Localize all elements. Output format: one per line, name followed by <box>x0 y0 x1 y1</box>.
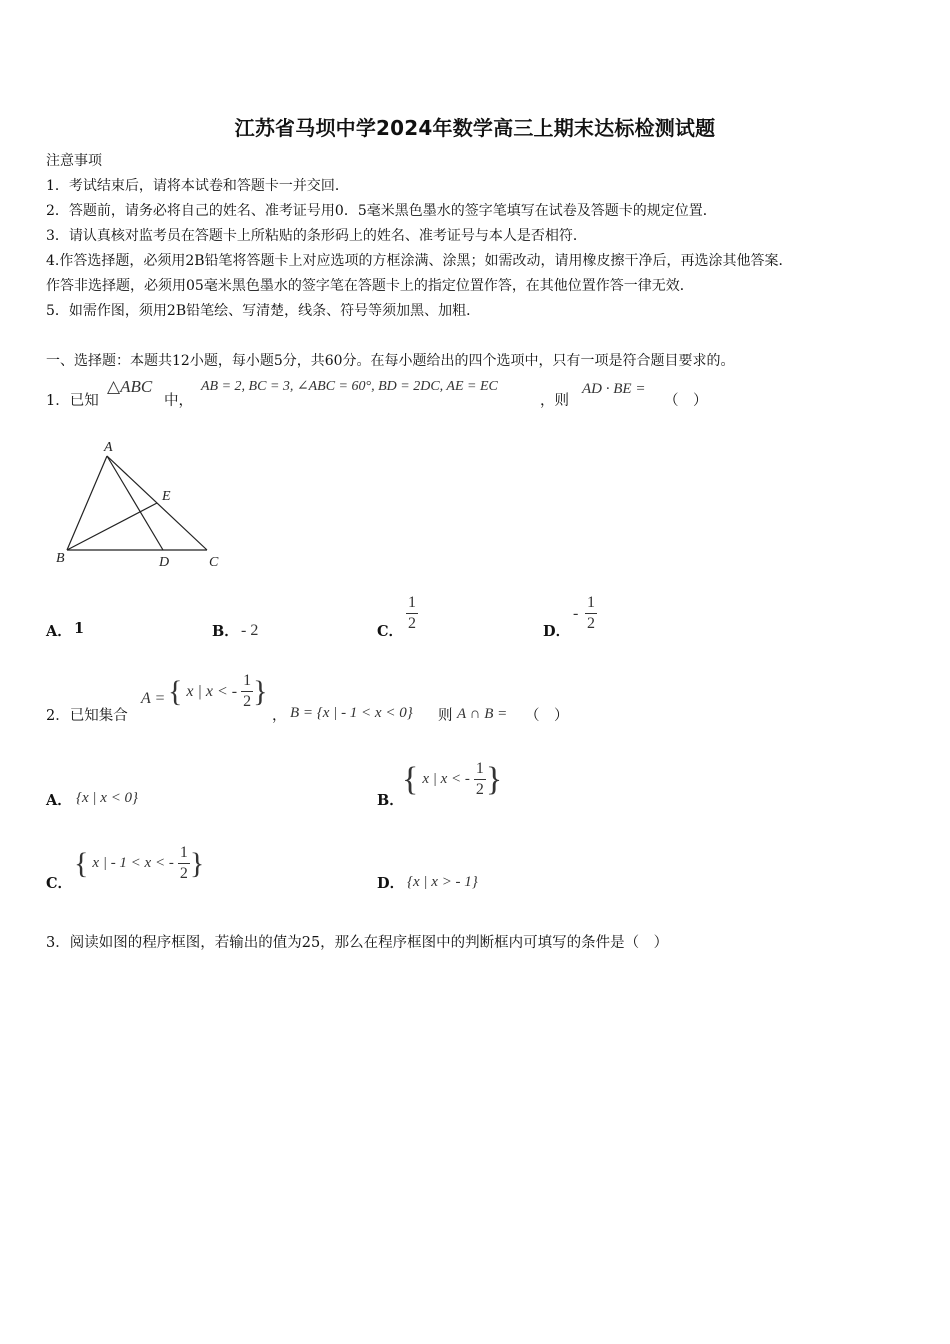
q2-then: 则 <box>438 708 453 724</box>
q1-option-d-label: D． <box>543 623 571 640</box>
q2-option-d-label: D． <box>377 875 405 892</box>
q2-prefix: 2．已知集合 <box>46 708 128 724</box>
q3-text: 3．阅读如图的程序框图，若输出的值为25，那么在程序框图中的判断框内可填写的条件是（ ） <box>46 935 669 951</box>
q2-option-d-value: {x | x > - 1} <box>407 874 478 890</box>
notes-heading: 注意事项 <box>46 153 102 169</box>
q1-expression: AD · BE = <box>582 381 646 397</box>
q2-option-c-label: C． <box>46 875 73 892</box>
q1-conditions: AB = 2, BC = 3, ∠ABC = 60°, BD = 2DC, AE = EC <box>201 379 498 394</box>
q1-paren: （ ） <box>664 393 708 409</box>
label-a: A <box>104 440 113 455</box>
q1-mid: 中， <box>164 393 193 409</box>
note-item: 1．考试结束后，请将本试卷和答题卡一并交回． <box>46 178 349 194</box>
q2-set-a-left: A = <box>141 690 166 707</box>
segment-be <box>67 503 157 550</box>
q1-option-a-label: A． <box>46 623 72 640</box>
q1-prefix: 1．已知 <box>46 393 99 409</box>
side-ab <box>67 456 107 550</box>
q1-option-c-fraction: 1 2 <box>408 594 416 632</box>
q1-option-a-value: 1 <box>74 620 85 637</box>
q2-option-b-value: { x | x < - $\frac{1}{2}$ } <box>402 760 503 798</box>
q1-then: ，则 <box>540 393 569 409</box>
q2-option-a-label: A． <box>46 792 72 809</box>
q2-set-b: B = {x | - 1 < x < 0} <box>290 705 413 721</box>
note-item: 2．答题前，请务必将自己的姓名、准考证号用0．5毫米黑色墨水的签字笔填写在试卷及答题卡的规定位置． <box>46 203 717 219</box>
q1-triangle-figure <box>50 434 230 574</box>
q2-option-b-label: B． <box>377 792 404 809</box>
note-item: 4.作答选择题，必须用2B铅笔将答题卡上对应选项的方框涂满、涂黑；如需改动，请用橡皮擦干净后，再选涂其他答案． <box>46 253 793 269</box>
note-item: 作答非选择题，必须用05毫米黑色墨水的签字笔在答题卡上的指定位置作答，在其他位置作答一律无效． <box>46 278 694 294</box>
q1-option-d-sign: - <box>573 605 579 622</box>
q1-option-b-value: - 2 <box>241 622 259 639</box>
q2-option-c-value: { x | - 1 < x < - $\frac{1}{2}$ } <box>74 844 205 882</box>
q1-triangle: △ABC <box>107 377 153 396</box>
q2-option-a-value: {x | x < 0} <box>76 790 139 806</box>
page-title: 江苏省马坝中学2024年数学高三上期末达标检测试题 <box>234 116 716 140</box>
label-e: E <box>162 489 171 504</box>
segment-ad <box>107 456 163 550</box>
label-c: C <box>209 555 219 570</box>
label-b: B <box>56 551 65 566</box>
q1-option-b-label: B． <box>212 623 239 640</box>
q2-set-a: { x | x < - $\frac{1}{2}$ } <box>168 672 268 710</box>
note-item: 5．如需作图，须用2B铅笔绘、写清楚，线条、符号等须加黑、加粗． <box>46 303 481 319</box>
q1-option-c-label: C． <box>377 623 404 640</box>
q2-expression: A ∩ B = <box>457 706 508 722</box>
section-heading: 一、选择题：本题共12小题，每小题5分，共60分。在每小题给出的四个选项中，只有一项是符合题目要求的。 <box>46 353 735 369</box>
q1-option-d-fraction: 1 2 <box>587 594 595 632</box>
q2-comma: ， <box>272 708 287 724</box>
label-d: D <box>159 555 170 570</box>
q2-paren: （ ） <box>525 708 569 724</box>
note-item: 3．请认真核对监考员在答题卡上所粘贴的条形码上的姓名、准考证号与本人是否相符． <box>46 228 587 244</box>
